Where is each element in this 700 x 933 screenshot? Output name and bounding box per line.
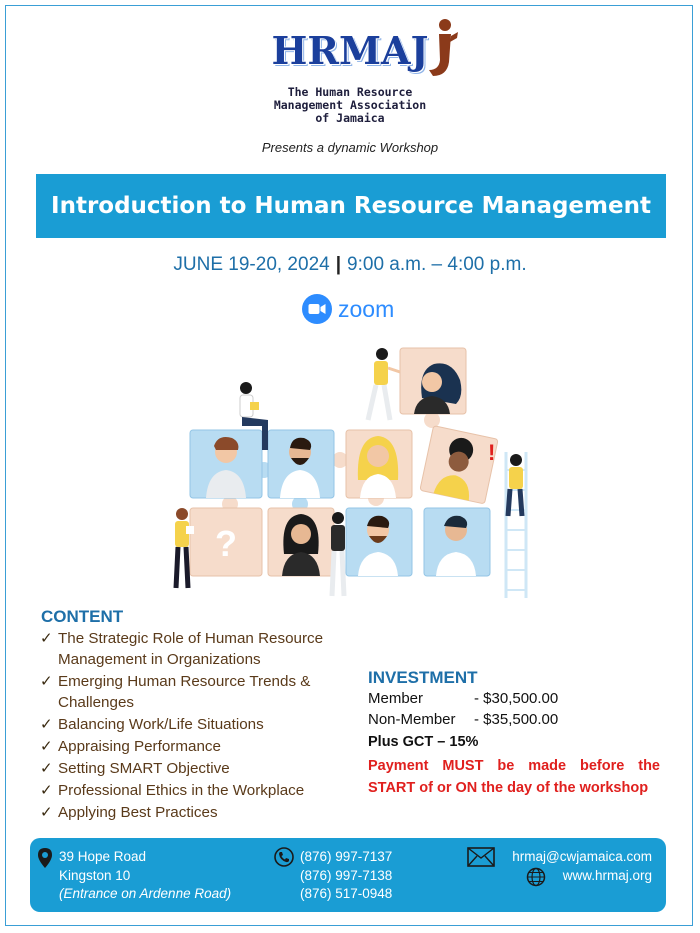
zoom-logo: [302, 292, 394, 326]
check-icon: ✓: [40, 760, 53, 777]
gct-note: Plus GCT – 15%: [368, 734, 479, 750]
puzzle-piece-row3-d: [424, 508, 490, 576]
location-pin-icon: [38, 848, 52, 868]
logo-mark: [271, 18, 428, 80]
zoom-wordmark: zoom: [338, 295, 395, 322]
org-name: The Human Resource Management Association of Jamaica: [273, 85, 427, 125]
check-icon: ✓: [40, 804, 53, 821]
list-item: ✓ Appraising Performance: [40, 738, 221, 755]
web-contact-block: [512, 848, 652, 885]
check-icon: ✓: [40, 738, 53, 755]
workshop-title-banner: [36, 174, 666, 238]
workshop-time: 9:00 a.m. – 4:00 p.m.: [347, 254, 527, 275]
exclamation-mark: !: [488, 440, 496, 465]
list-item: ✓ The Strategic Role of Human Resource Management in Organizations: [40, 630, 324, 668]
check-icon: ✓: [40, 630, 53, 647]
puzzle-piece-row3-c: [346, 508, 412, 576]
puzzle-piece-row3-b: [268, 508, 334, 576]
phone-number[interactable]: (876) 517-0948: [300, 886, 393, 901]
figure-pushing-top: [368, 348, 400, 420]
list-item: ✓ Applying Best Practices: [40, 804, 218, 821]
figure-on-ladder: [508, 454, 523, 516]
schedule-separator: |: [335, 254, 342, 275]
puzzle-piece-top-right: [400, 348, 466, 414]
phone-block: [300, 848, 392, 904]
nonmember-label: Non-Member: [368, 711, 456, 728]
hrmaj-logo: [0, 18, 700, 125]
workshop-date: JUNE 19-20, 2024: [173, 254, 330, 275]
list-item: ✓ Setting SMART Objective: [40, 760, 230, 777]
member-price-row: [368, 690, 558, 707]
schedule-line: [0, 254, 700, 276]
list-item: ✓ Professional Ethics in the Workplace: [40, 782, 305, 799]
nonmember-price-row: [368, 711, 558, 728]
puzzle-piece-row2-b: [268, 430, 334, 498]
phone-number[interactable]: (876) 997-7138: [300, 867, 393, 883]
phone-icon: [274, 847, 294, 867]
puzzle-people-illustration: [160, 340, 540, 602]
list-item: ✓ Balancing Work/Life Situations: [40, 716, 264, 733]
check-icon: ✓: [40, 716, 53, 733]
list-item: ✓ Emerging Human Resource Trends & Challenges: [40, 673, 311, 711]
zoom-camera-icon: [302, 294, 332, 324]
logo-person-icon: [425, 18, 459, 80]
content-heading: CONTENT: [41, 607, 124, 626]
puzzle-piece-question: [190, 508, 262, 576]
phone-number[interactable]: (876) 997-7137: [300, 849, 393, 864]
member-label: Member: [368, 690, 424, 707]
address-block: 39 Hope Road Kingston 10 (Entrance on Ardenne Road): [59, 849, 232, 901]
nonmember-price: - $35,500.00: [474, 711, 559, 728]
presents-text: Presents a dynamic Workshop: [261, 140, 439, 155]
check-icon: ✓: [40, 673, 53, 690]
workshop-title: Introduction to Human Resource Management: [51, 193, 651, 219]
email-link[interactable]: hrmaj@cwjamaica.com: [512, 849, 652, 864]
investment-heading: INVESTMENT: [368, 668, 478, 687]
check-icon: ✓: [40, 782, 53, 799]
payment-note: Payment MUST be made before the START of or ON the day of the workshop: [368, 758, 660, 796]
logo-wordmark: HRMAJ: [271, 28, 429, 73]
member-price: - $30,500.00: [474, 690, 559, 707]
puzzle-piece-row2-c: [346, 430, 412, 498]
question-mark: ?: [215, 523, 237, 564]
puzzle-piece-row2-a: [190, 430, 262, 498]
puzzle-piece-row2-d: [420, 426, 498, 504]
contact-footer: [30, 838, 666, 912]
website-link[interactable]: www.hrmaj.org: [562, 867, 652, 883]
envelope-icon: [467, 847, 495, 867]
content-list: [40, 628, 350, 824]
